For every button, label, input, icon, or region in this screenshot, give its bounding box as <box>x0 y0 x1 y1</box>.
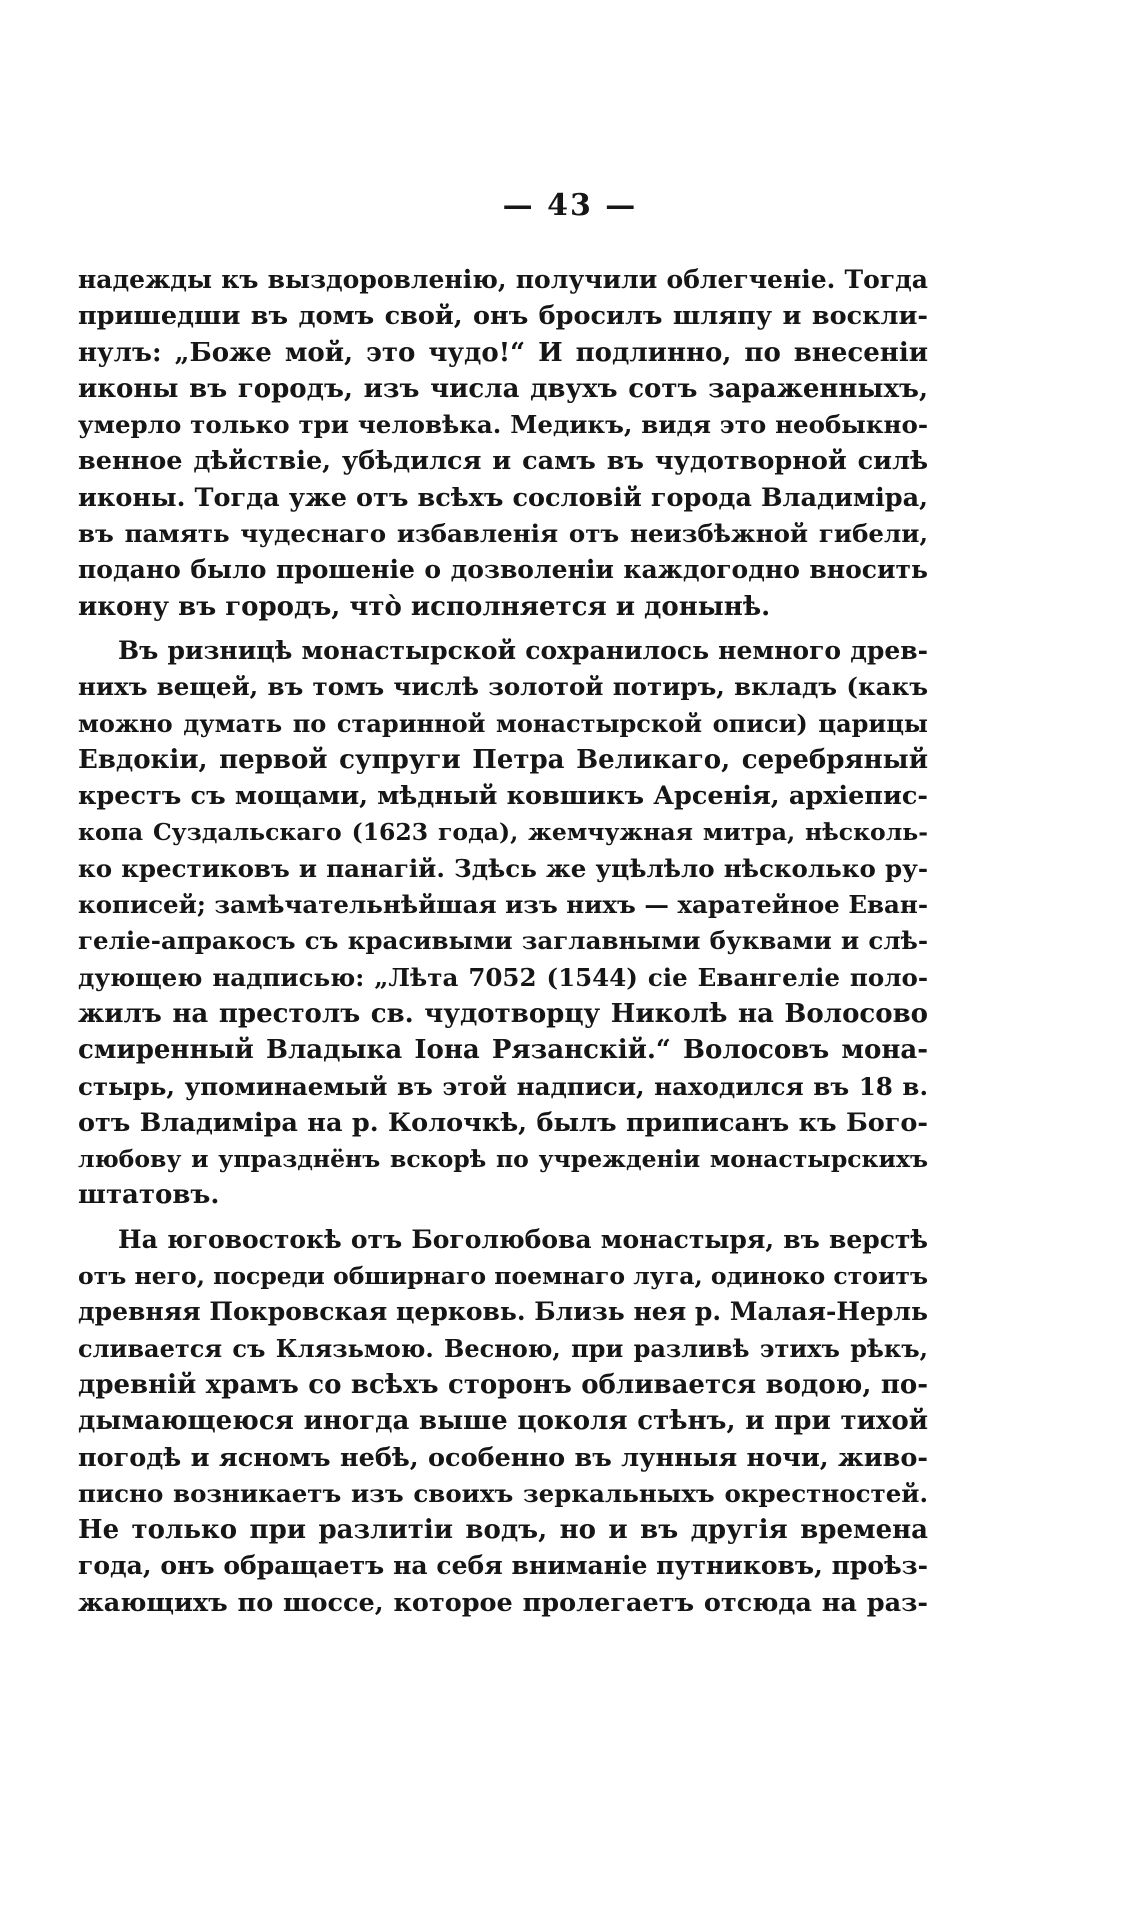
text-line: нулъ: „Боже мой, это чудо!“ И подлинно, по внесеніи <box>78 337 928 368</box>
paragraph-3 <box>78 1222 928 1621</box>
paragraph-gap <box>78 625 928 633</box>
text-line: отъ Владиміра на р. Колочкѣ, былъ приписанъ къ Бого- <box>78 1107 928 1138</box>
text-line: въ память чудеснаго избавленія отъ неизбѣжной гибели, <box>78 519 928 549</box>
text-line: надежды къ выздоровленію, получили облегченіе. Тогда <box>78 265 928 294</box>
page-number: — 43 — <box>502 188 638 223</box>
text-line: Не только при разлитіи водъ, но и въ другія времена <box>78 1515 928 1546</box>
text-line: жилъ на престолъ св. чудотворцу Николѣ на Волосово <box>78 998 928 1029</box>
text-line: можно думать по старинной монастырской описи) царицы <box>78 708 928 738</box>
text-line: подано было прошеніе о дозволеніи каждогодно вносить <box>78 555 928 585</box>
text-line: года, онъ обращаетъ на себя вниманіе путниковъ, проѣз- <box>78 1551 928 1581</box>
text-line: умерло только три человѣка. Медикъ, видя это необыкно- <box>78 410 928 440</box>
text-line: копа Суздальскаго (1623 года), жемчужная митра, нѣсколь- <box>78 818 928 847</box>
text-line: сливается съ Клязьмою. Весною, при разливѣ этихъ рѣкъ, <box>78 1333 928 1363</box>
text-line: ко крестиковъ и панагій. Здѣсь же уцѣлѣло нѣсколько ру- <box>78 853 928 883</box>
text-line: смиренный Владыка Іона Рязанскій.“ Волосовъ мона- <box>78 1035 928 1066</box>
text-line: древній храмъ со всѣхъ сторонъ обливается водою, по- <box>78 1369 928 1400</box>
text-line: погодѣ и ясномъ небѣ, особенно въ лунныя ночи, живо- <box>78 1442 928 1473</box>
text-line: Въ ризницѣ монастырской сохранилось немного древ- <box>118 635 928 665</box>
paragraph-1 <box>78 262 928 625</box>
text-line: пришедши въ домъ свой, онъ бросилъ шляпу и воскли- <box>78 301 928 332</box>
text-line: иконы въ городъ, изъ числа двухъ сотъ зараженныхъ, <box>78 373 928 404</box>
text-line: штатовъ. <box>78 1180 220 1211</box>
text-line: икону въ городъ, что̀ исполняется и донынѣ. <box>78 591 771 622</box>
text-line: стырь, упоминаемый въ этой надписи, находился въ 18 в. <box>78 1071 928 1101</box>
text-line: отъ него, посреди обширнаго поемнаго луга, одиноко стоитъ <box>78 1262 928 1291</box>
paragraph-gap <box>78 1214 928 1222</box>
text-line: На юговостокѣ отъ Боголюбова монастыря, въ верстѣ <box>118 1224 928 1254</box>
text-line: венное дѣйствіе, убѣдился и самъ въ чудотворной силѣ <box>78 446 928 477</box>
text-line: дующею надписью: „Лѣта 7052 (1544) сіе Евангеліе поло- <box>78 962 928 992</box>
text-line: жающихъ по шоссе, которое пролегаетъ отсюда на раз- <box>78 1587 928 1618</box>
text-line: дымающеюся иногда выше цоколя стѣнъ, и при тихой <box>78 1406 928 1437</box>
text-line: нихъ вещей, въ томъ числѣ золотой потиръ, вкладъ (какъ <box>78 672 928 702</box>
text-line: древняя Покровская церковь. Близь нея р. Малая-Нерль <box>78 1297 928 1327</box>
text-line: крестъ съ мощами, мѣдный ковшикъ Арсенія, архіепис- <box>78 781 928 812</box>
text-line: кописей; замѣчательнѣйшая изъ нихъ — харатейное Еван- <box>78 890 928 920</box>
text-line: Евдокіи, первой супруги Петра Великаго, серебряный <box>78 744 928 775</box>
body-text <box>78 262 928 1621</box>
paragraph-2 <box>78 633 928 1214</box>
text-line: любову и упразднёнъ вскорѣ по учрежденіи монастырскихъ <box>78 1145 928 1174</box>
text-line: геліе-апракосъ съ красивыми заглавными буквами и слѣ- <box>78 926 928 956</box>
text-line: писно возникаетъ изъ своихъ зеркальныхъ окрестностей. <box>78 1478 928 1508</box>
text-line: иконы. Тогда уже отъ всѣхъ сословій города Владиміра, <box>78 482 928 513</box>
